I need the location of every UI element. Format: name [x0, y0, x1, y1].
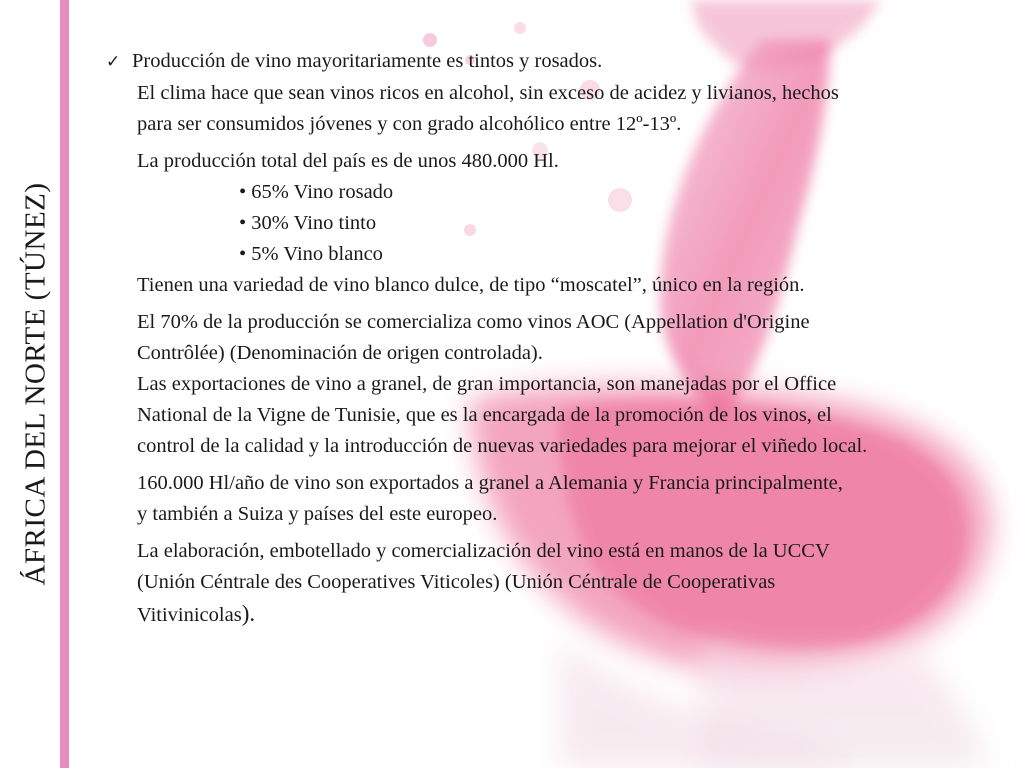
- moscatel-line: Tienen una variedad de vino blanco dulce, de tipo “moscatel”, único en la región.: [137, 274, 805, 296]
- paragraph-uccv: [106, 536, 986, 631]
- list-item: • 65% Vino rosado: [239, 181, 394, 203]
- aoc-line-1: El 70% de la producción se comercializa como vinos AOC (Appellation d'Origine: [137, 311, 810, 333]
- export-line-1: Las exportaciones de vino a granel, de gran importancia, son manejadas por el Office: [137, 373, 837, 395]
- exports-line-1: 160.000 Hl/año de vino son exportados a granel a Alemania y Francia principalmente,: [137, 472, 843, 494]
- climate-line: El clima hace que sean vinos ricos en alcohol, sin exceso de acidez y livianos, hechos: [137, 82, 839, 104]
- export-line-3: control de la calidad y la introducción de nuevas variedades para mejorar el viñedo local.: [137, 435, 868, 457]
- check-icon: ✓: [106, 52, 121, 72]
- total-production-line: La producción total del país es de unos 480.000 Hl.: [137, 150, 559, 172]
- exports-line-2: y también a Suiza y países del este europeo.: [137, 503, 498, 525]
- paragraph-total: [106, 146, 986, 301]
- uccv-line-2: (Unión Céntrale des Cooperatives Viticoles) (Unión Céntrale de Cooperativas: [137, 571, 776, 593]
- list-item: • 5% Vino blanco: [239, 243, 383, 265]
- paragraph-production: [106, 46, 986, 140]
- paragraph-aoc: [106, 307, 986, 462]
- aoc-line-2: Contrôlée) (Denominación de origen controlada).: [137, 342, 543, 364]
- paragraph-exports: [106, 468, 986, 530]
- export-line-2: National de la Vigne de Tunisie, que es la encargada de la promoción de los vinos, el: [137, 404, 832, 426]
- left-accent-bar: [60, 0, 69, 768]
- uccv-line-3: Vitivinicolas).: [137, 601, 256, 626]
- content-body: [106, 46, 986, 631]
- bullet-list: [137, 177, 986, 270]
- production-line: ✓ Producción de vino mayoritariamente es tintos y rosados.: [106, 46, 986, 78]
- uccv-line-1: La elaboración, embotellado y comercialización del vino está en manos de la UCCV: [137, 540, 830, 562]
- side-title: ÁFRICA DEL NORTE (TÚNEZ): [19, 182, 52, 586]
- list-item: • 30% Vino tinto: [239, 212, 377, 234]
- climate-line-2: para ser consumidos jóvenes y con grado alcohólico entre 12º-13º.: [137, 113, 682, 135]
